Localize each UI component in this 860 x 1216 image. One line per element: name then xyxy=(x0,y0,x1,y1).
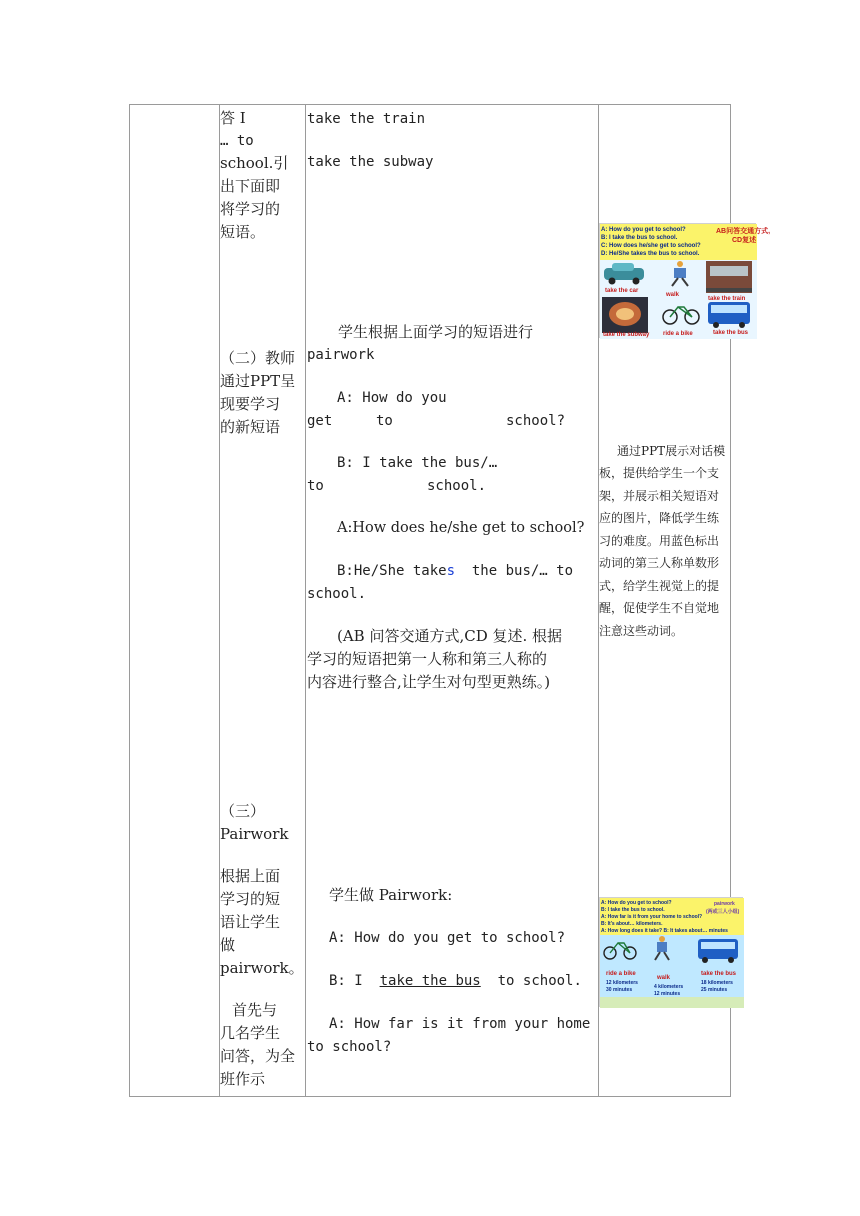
dialogue-line xyxy=(329,970,582,993)
column-divider xyxy=(305,105,306,1096)
slide-label: 18 kilometers xyxy=(701,980,733,986)
slide-text: D: He/She takes the bus to school. xyxy=(601,251,700,257)
step-text: Pairwork xyxy=(220,825,289,843)
step-three-heading: （三） xyxy=(220,802,266,820)
slide-label: take the bus xyxy=(713,330,749,336)
dialogue-line: A: How do you get to school? xyxy=(329,930,566,946)
phrase-text: take the train xyxy=(307,111,426,127)
step-text: … to xyxy=(220,133,254,149)
dialogue-word: get xyxy=(307,413,333,429)
design-note: 应的图片，降低学生练 xyxy=(599,511,720,525)
design-note: 式，给学生视觉上的提 xyxy=(599,579,720,593)
slide-thumbnail-transport xyxy=(599,223,771,338)
design-note: 板，提供给学生一个支 xyxy=(599,466,720,480)
design-note: 醒，促使学生不自觉地 xyxy=(599,601,720,615)
activity-note: (AB 问答交通方式,CD 复述. 根据 xyxy=(337,627,563,645)
slide-label: 25 minutes xyxy=(701,987,728,993)
slide-badge: AB问答交通方式, xyxy=(716,228,771,235)
step-text: 通过PPT呈 xyxy=(220,372,296,390)
pairwork-title: 学生做 Pairwork: xyxy=(329,886,453,904)
slide-text: A: How long does it take? B: It takes about… minutes xyxy=(601,928,728,934)
design-note: 动词的第三人称单数形 xyxy=(599,556,720,570)
slide-text: A: How do you get to school? xyxy=(601,900,672,906)
dialogue-text: B:He/She take xyxy=(337,563,447,579)
dialogue-line: A:How does he/she get to school? xyxy=(337,520,585,536)
step-text: 做 xyxy=(220,936,236,954)
step-text: 出下面即 xyxy=(220,177,281,195)
slide-badge: CD复述 xyxy=(732,237,757,244)
step-text: 几名学生 xyxy=(220,1024,281,1042)
slide-label: 30 minutes xyxy=(606,987,633,993)
activity-text: pairwork xyxy=(307,347,375,363)
dialogue-word: to xyxy=(307,478,324,494)
slide-label: take the car xyxy=(605,288,639,294)
step-text: pairwork。 xyxy=(220,959,304,977)
slide-label: walk xyxy=(666,292,680,298)
design-note: 通过PPT展示对话模 xyxy=(617,444,726,458)
slide-text: B: I take the bus to school. xyxy=(601,907,665,913)
step-text: 根据上面 xyxy=(220,867,281,885)
step-text: 的新短语 xyxy=(220,418,281,436)
activity-text: 学生根据上面学习的短语进行 xyxy=(338,323,534,341)
slide-label: take the train xyxy=(708,296,746,302)
step-text: 班作示 xyxy=(220,1070,266,1088)
subway-icon xyxy=(602,297,648,333)
dialogue-word: to xyxy=(376,413,393,429)
step-text: 问答，为全 xyxy=(220,1047,296,1065)
slide-text: B: I take the bus to school. xyxy=(601,235,678,241)
step-text: 答 I xyxy=(220,109,246,127)
dialogue-line: A: How do you xyxy=(337,390,447,406)
design-note: 习的难度。用蓝色标出 xyxy=(599,534,720,548)
dialogue-line: to school? xyxy=(307,1039,392,1055)
dialogue-word: school? xyxy=(506,413,566,429)
slide-label: ride a bike xyxy=(663,331,693,337)
dialogue-text: B: I xyxy=(329,973,372,989)
slide-label: 12 minutes xyxy=(654,991,681,997)
slide-label: 4 kilometers xyxy=(654,984,684,990)
third-person-s: s xyxy=(446,563,456,579)
step-text: 短语。 xyxy=(220,223,266,241)
step-text: 将学习的 xyxy=(220,200,281,218)
step-text: 学习的短 xyxy=(220,890,281,908)
design-note: 架，并展示相关短语对 xyxy=(599,489,720,503)
slide-label: take the subway xyxy=(603,332,650,338)
slide-text: A: How do you get to school? xyxy=(601,227,686,233)
dialogue-line xyxy=(337,560,573,583)
dialogue-text: the bus/… to xyxy=(455,563,574,579)
dialogue-line: school. xyxy=(307,586,367,602)
step-two-heading: （二）教师 xyxy=(220,349,296,367)
slide-text: B: It's about… kilometers. xyxy=(601,921,663,927)
slide-label: ride a bike xyxy=(606,971,636,977)
slide-thumbnail-pairwork xyxy=(599,897,743,1007)
dialogue-line: A: How far is it from your home xyxy=(329,1016,591,1032)
step-text: 语让学生 xyxy=(220,913,281,931)
dialogue-text: to school. xyxy=(489,973,582,989)
phrase-text: take the subway xyxy=(307,154,434,170)
step-text: 现要学习 xyxy=(220,395,281,413)
dialogue-line: B: I take the bus/… xyxy=(337,455,498,471)
step-text: school.引 xyxy=(220,154,289,172)
activity-note: 内容进行整合,让学生对句型更熟练。) xyxy=(307,673,551,691)
slide-text: A: How far is it from your home to school? xyxy=(601,914,703,920)
slide-text: C: How does he/she get to school? xyxy=(601,243,701,249)
slide-badge: pairwork xyxy=(714,901,735,907)
slide-label: 12 kilometers xyxy=(606,980,638,986)
step-text: 首先与 xyxy=(232,1001,278,1019)
design-note: 注意这些动词。 xyxy=(599,624,684,638)
slide-label: take the bus xyxy=(701,971,737,977)
slide-label: walk xyxy=(657,975,671,981)
activity-note: 学习的短语把第一人称和第三人称的 xyxy=(307,650,548,668)
train-icon xyxy=(706,261,752,293)
underlined-phrase: take the bus xyxy=(379,973,481,989)
dialogue-word: school. xyxy=(427,478,487,494)
slide-badge: (两或三人小组) xyxy=(706,909,740,915)
